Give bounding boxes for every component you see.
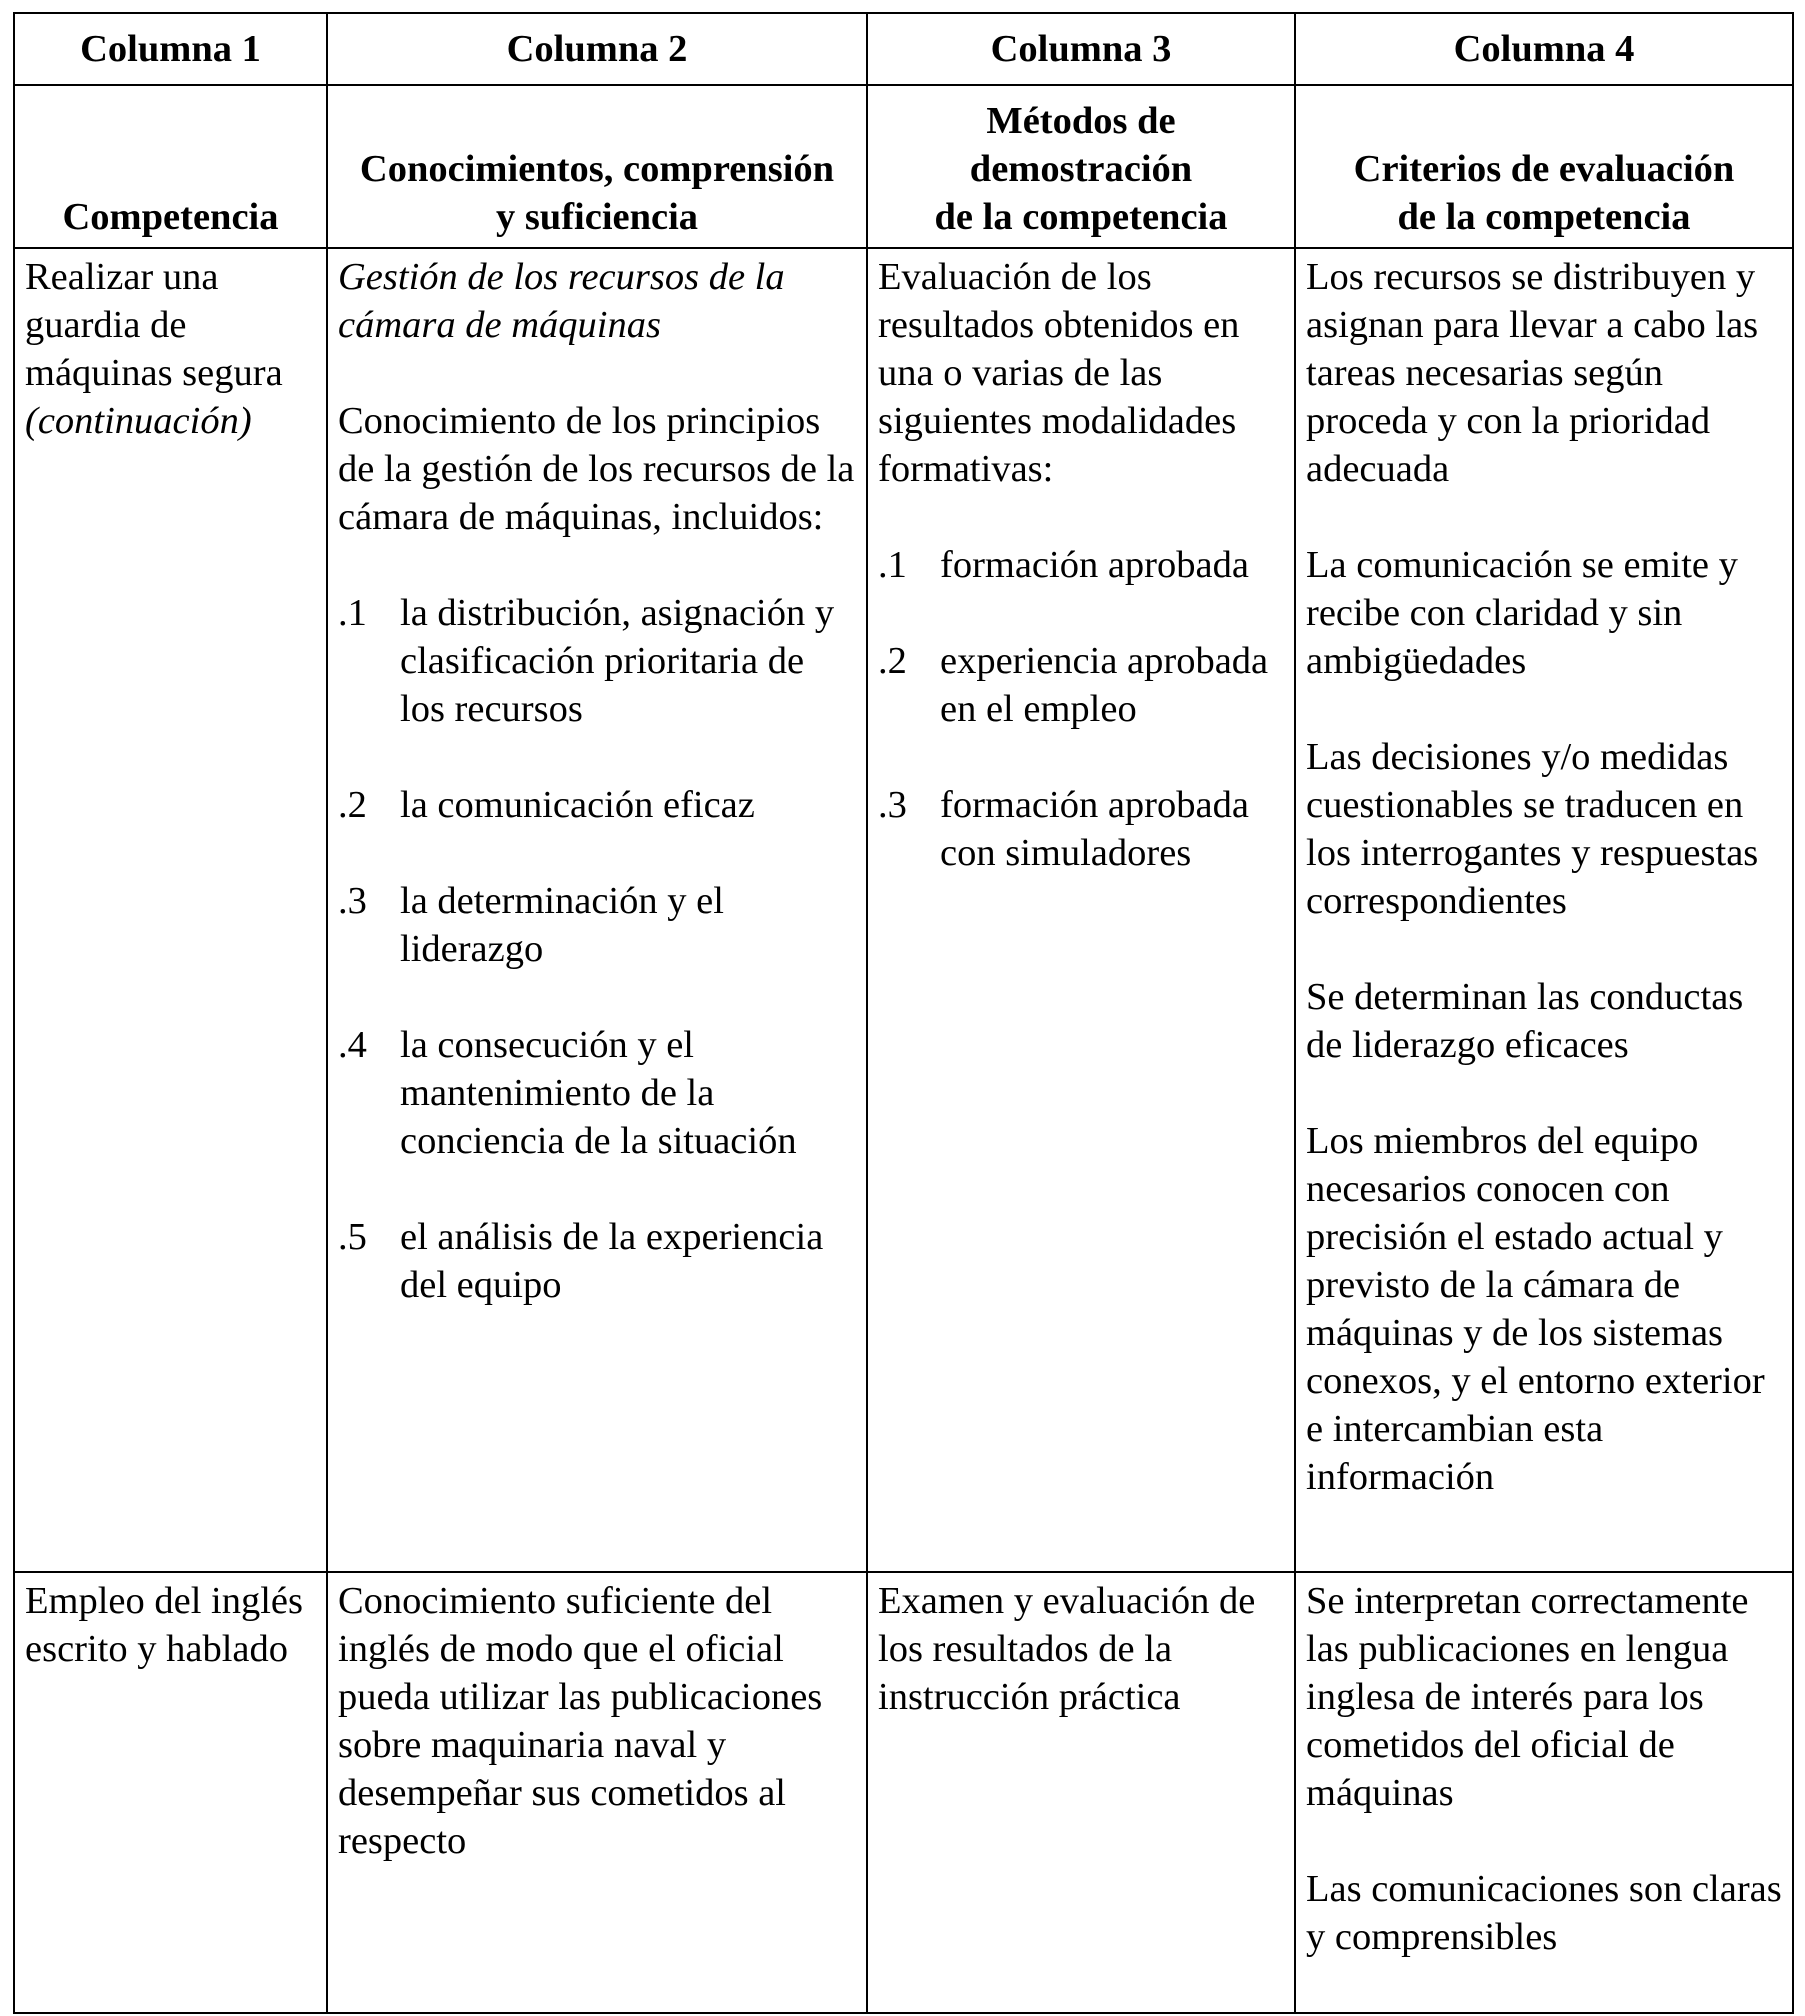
item-text: experiencia aprobada en el empleo: [940, 640, 1269, 730]
methods-text: Examen y evaluación de los resultados de la instrucción práctica: [878, 1580, 1256, 1718]
competence-table: [13, 12, 1794, 2014]
criteria-cell: [1295, 248, 1793, 1572]
item-number: .3: [878, 784, 907, 826]
item-text: formación aprobada con simuladores: [940, 784, 1249, 874]
criterion-text: Se determinan las conductas de liderazgo eficaces: [1306, 976, 1744, 1066]
column-2-header: Columna 2: [327, 13, 867, 85]
criterion-text: Las decisiones y/o medidas cuestionables se traducen en los interrogantes y respuestas correspondientes: [1306, 736, 1759, 922]
criterion-text: Los miembros del equipo necesarios conocen con precisión el estado actual y previsto de la cámara de máquinas y de los sistemas conexos, y el entorno exterior e intercambian esta información: [1306, 1120, 1765, 1498]
knowledge-cell: [327, 1572, 867, 2013]
knowledge-cell: [327, 248, 867, 1572]
item-number: .1: [338, 592, 367, 634]
knowledge-section-title: Gestión de los recursos de la cámara de máquinas: [338, 256, 785, 346]
list-item: [338, 877, 858, 973]
list-item: [878, 541, 1286, 589]
list-item: [338, 589, 858, 733]
item-text: la determinación y el liderazgo: [400, 880, 724, 970]
criterion-text: La comunicación se emite y recibe con claridad y sin ambigüedades: [1306, 544, 1738, 682]
criterion-text: Los recursos se distribuyen y asignan para llevar a cabo las tareas necesarias según proceda y con la prioridad adecuada: [1306, 256, 1759, 490]
methods-intro: Evaluación de los resultados obtenidos en una o varias de las siguientes modalidades formativas:: [878, 256, 1240, 490]
list-item: [338, 1213, 858, 1309]
methods-column-title: Métodos de demostración de la competencia: [867, 85, 1295, 248]
knowledge-text: Conocimiento suficiente del inglés de modo que el oficial pueda utilizar las publicaciones sobre maquinaria naval y desempeñar sus cometidos al respecto: [338, 1580, 823, 1862]
list-item: [878, 781, 1286, 877]
item-text: la comunicación eficaz: [400, 784, 755, 826]
column-4-header: Columna 4: [1295, 13, 1793, 85]
knowledge-column-title: Conocimientos, comprensión y suficiencia: [327, 85, 867, 248]
competence-text: Realizar una guardia de máquinas segura: [25, 256, 283, 394]
list-item: [878, 637, 1286, 733]
competence-cell: [14, 248, 327, 1572]
competence-column-title: Competencia: [14, 85, 327, 248]
item-text: el análisis de la experiencia del equipo: [400, 1216, 824, 1306]
column-1-header: Columna 1: [14, 13, 327, 85]
criterion-text: Se interpretan correctamente las publicaciones en lengua inglesa de interés para los cometidos del oficial de máquinas: [1306, 1580, 1749, 1814]
column-title-header-row: [14, 85, 1793, 248]
knowledge-intro: Conocimiento de los principios de la gestión de los recursos de la cámara de máquinas, incluidos:: [338, 400, 855, 538]
item-text: la consecución y el mantenimiento de la conciencia de la situación: [400, 1024, 797, 1162]
item-text: formación aprobada: [940, 544, 1249, 586]
item-number: .3: [338, 880, 367, 922]
criterion-text: Las comunicaciones son claras y comprensibles: [1306, 1868, 1782, 1958]
list-item: [338, 1021, 858, 1165]
item-text: la distribución, asignación y clasificación prioritaria de los recursos: [400, 592, 835, 730]
column-3-header: Columna 3: [867, 13, 1295, 85]
table-row: [14, 1572, 1793, 2013]
competence-cell: [14, 1572, 327, 2013]
criteria-column-title: Criterios de evaluación de la competencia: [1295, 85, 1793, 248]
item-number: .1: [878, 544, 907, 586]
item-number: .2: [878, 640, 907, 682]
methods-cell: [867, 1572, 1295, 2013]
competence-text: Empleo del inglés escrito y hablado: [25, 1580, 303, 1670]
list-item: [338, 781, 858, 829]
continuation-note: (continuación): [25, 400, 252, 442]
item-number: .5: [338, 1216, 367, 1258]
item-number: .4: [338, 1024, 367, 1066]
criteria-cell: [1295, 1572, 1793, 2013]
table-row: [14, 248, 1793, 1572]
item-number: .2: [338, 784, 367, 826]
column-number-header-row: [14, 13, 1793, 85]
methods-cell: [867, 248, 1295, 1572]
